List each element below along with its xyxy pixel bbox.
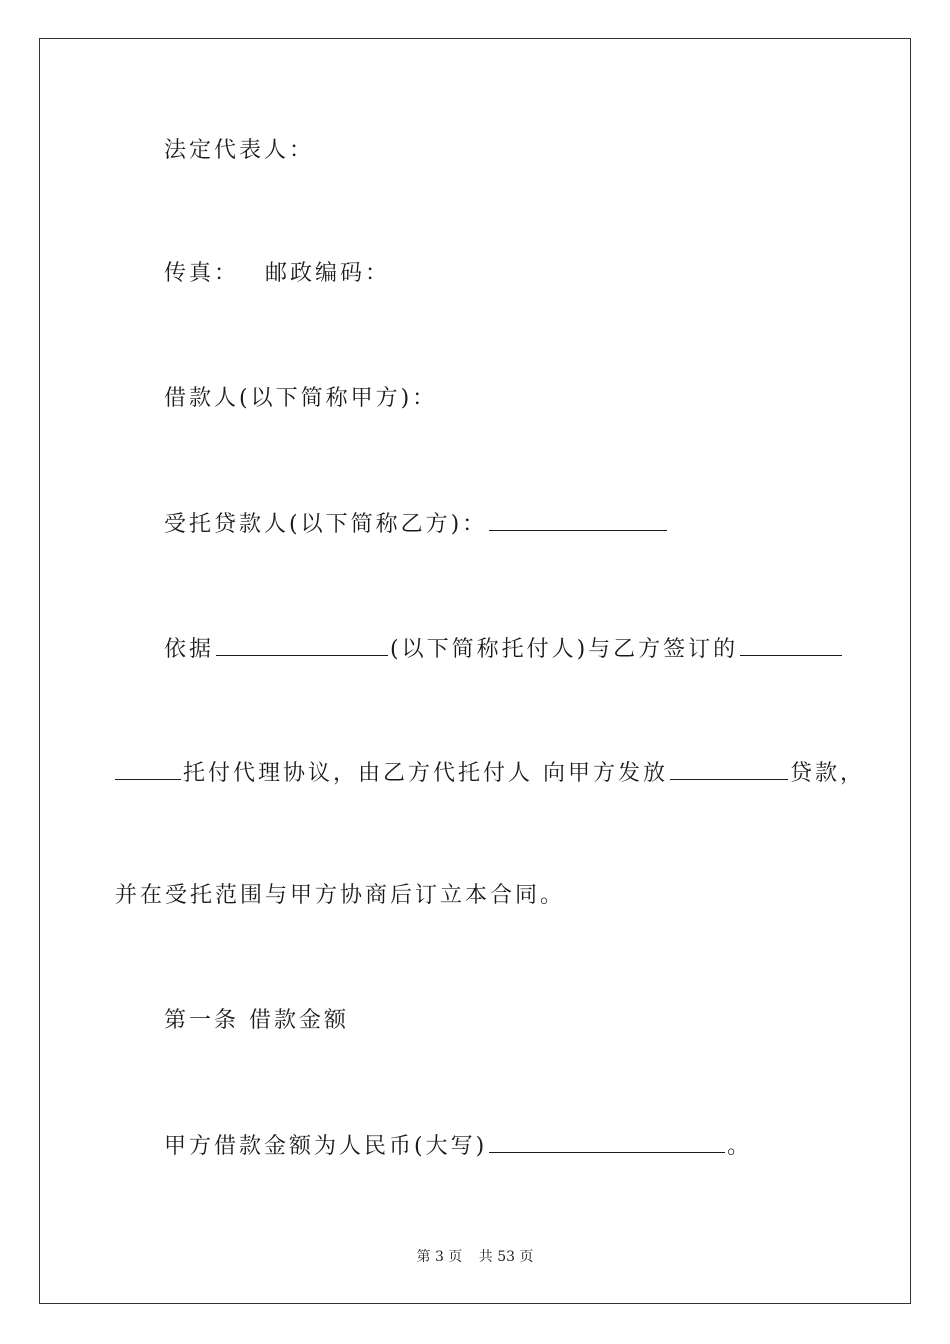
legal-representative-line	[164, 136, 314, 166]
postal-code-label: 邮政编码：	[265, 261, 391, 286]
borrower-label: 借款人(以下简称甲方)：	[164, 386, 438, 411]
basis-label: 依据	[164, 637, 215, 662]
trustee-blank	[489, 508, 667, 531]
legal-representative-label: 法定代表人：	[164, 138, 315, 163]
loan-blank	[670, 757, 788, 780]
amount-blank	[489, 1130, 725, 1153]
scope-line	[115, 881, 565, 911]
basis-text: (以下简称托付人)与乙方签订的	[390, 637, 739, 662]
article-1-title: 第一条 借款金额	[164, 1008, 349, 1033]
page-footer	[0, 1246, 950, 1266]
loan-text: 贷款，	[790, 761, 866, 786]
total-pages: 共 53 页	[478, 1249, 534, 1265]
article-1-heading	[164, 1006, 349, 1036]
amount-label: 甲方借款金额为人民币(大写)	[164, 1134, 488, 1159]
fax-label: 传真：	[164, 261, 240, 286]
page-border	[39, 38, 911, 1304]
borrower-line	[164, 384, 437, 414]
trustee-label: 受托贷款人(以下简称乙方)：	[164, 512, 488, 537]
fax-postal-line	[164, 259, 390, 289]
amount-line	[164, 1130, 752, 1162]
agreement-line	[115, 757, 865, 789]
agreement-blank-1	[740, 633, 842, 656]
scope-text: 并在受托范围与甲方协商后订立本合同。	[115, 883, 566, 908]
trustee-line	[164, 508, 669, 540]
page-number: 第 3 页	[416, 1249, 463, 1265]
agreement-text: 托付代理协议，由乙方代托付人 向甲方发放	[183, 761, 668, 786]
principal-blank	[216, 633, 388, 656]
agreement-blank-2	[115, 757, 181, 780]
amount-end: 。	[727, 1134, 753, 1159]
basis-line	[164, 633, 844, 665]
